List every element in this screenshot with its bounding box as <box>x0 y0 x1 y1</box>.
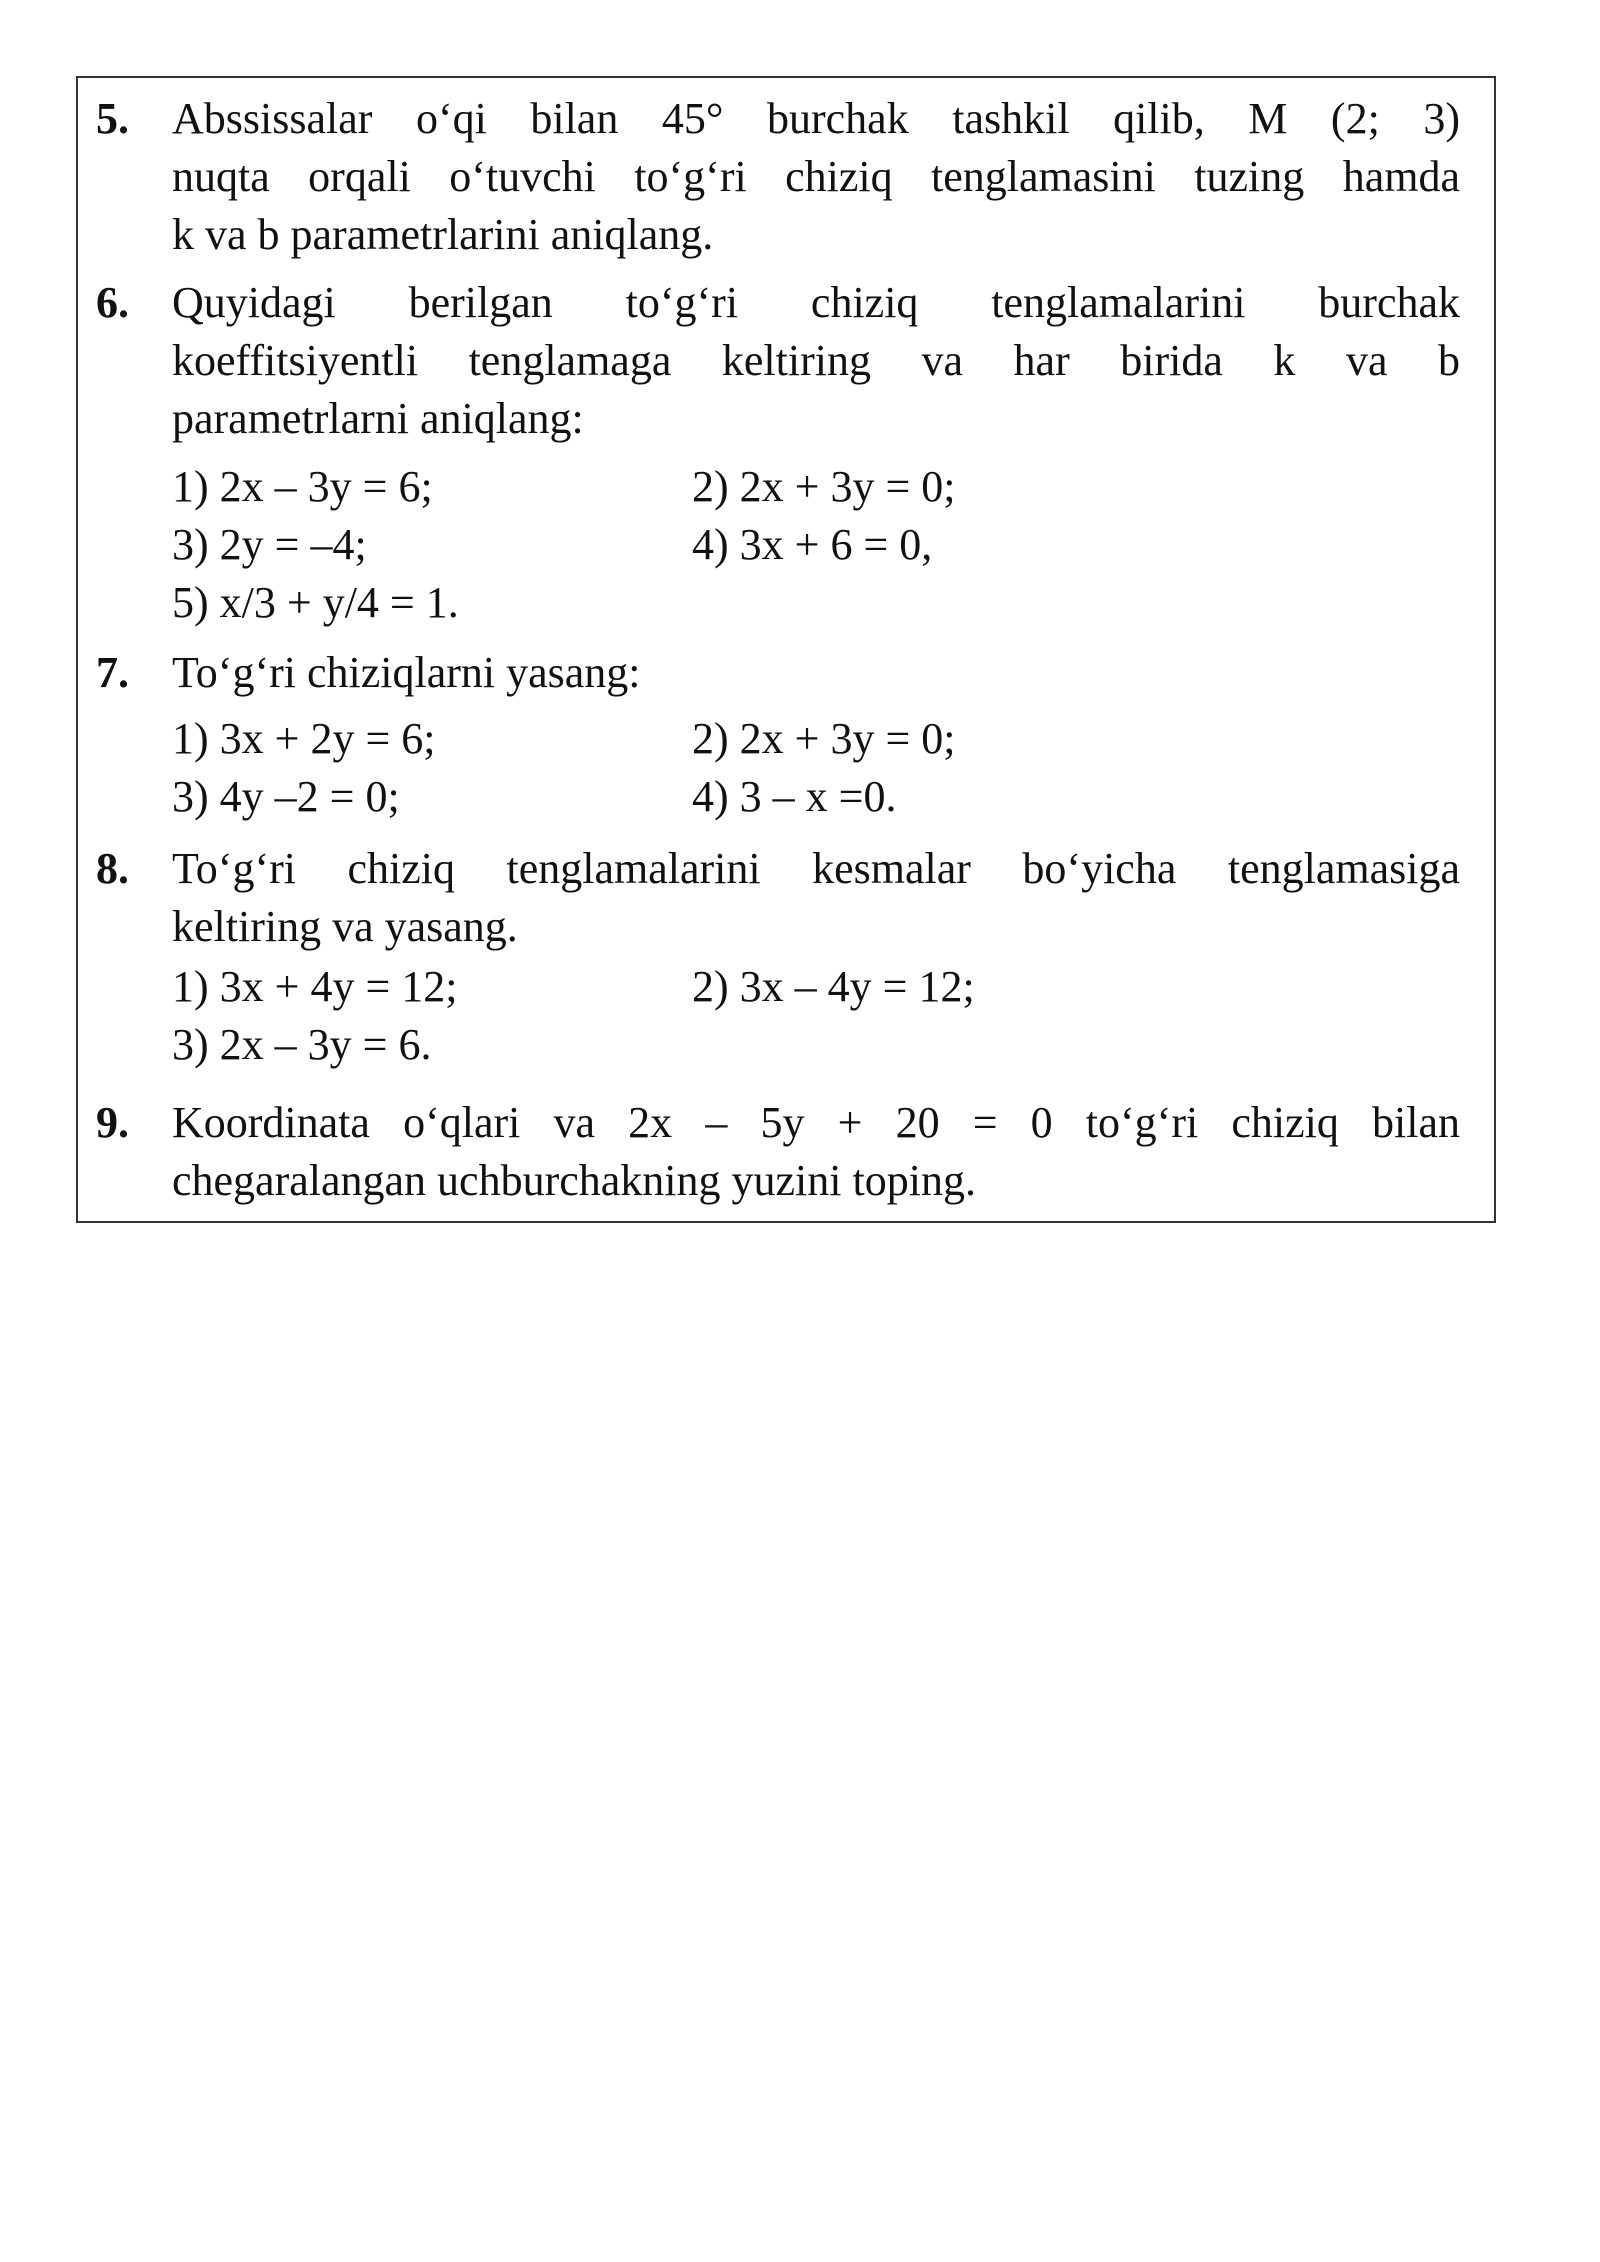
problem-text-line: To‘g‘ri chiziqlarni yasang: <box>172 648 641 697</box>
problem-number: 7. <box>96 648 129 697</box>
equation-item: 1) 3x + 2y = 6; <box>172 714 436 763</box>
equation-item: 4) 3x + 6 = 0, <box>692 520 933 569</box>
equation-item: 3) 2y = –4; <box>172 520 367 569</box>
problem-text-line: parametrlarni aniqlang: <box>172 394 584 443</box>
equation-item: 5) x/3 + y/4 = 1. <box>172 578 459 627</box>
problem-text-line: koeffitsiyentli tenglamaga keltiring va har birida k va b <box>172 336 1460 385</box>
problem-text-line: nuqta orqali o‘tuvchi to‘g‘ri chiziq tenglamasini tuzing hamda <box>172 152 1460 201</box>
problem-text-line: Koordinata o‘qlari va 2x – 5y + 20 = 0 to‘g‘ri chiziq bilan <box>172 1098 1460 1147</box>
problem-number: 6. <box>96 278 129 327</box>
problem-number: 5. <box>96 94 129 143</box>
problem-text-line: keltiring va yasang. <box>172 902 518 951</box>
equation-item: 1) 3x + 4y = 12; <box>172 962 458 1011</box>
equation-item: 3) 2x – 3y = 6. <box>172 1020 432 1069</box>
equation-item: 2) 2x + 3y = 0; <box>692 714 956 763</box>
problem-text-line: Quyidagi berilgan to‘g‘ri chiziq tenglamalarini burchak <box>172 278 1460 327</box>
problem-number: 8. <box>96 844 129 893</box>
problem-text-line: Abssissalar o‘qi bilan 45° burchak tashkil qilib, M (2; 3) <box>172 94 1460 143</box>
problem-text-line: chegaralangan uchburchakning yuzini toping. <box>172 1156 976 1205</box>
equation-item: 3) 4y –2 = 0; <box>172 772 400 821</box>
equation-item: 1) 2x – 3y = 6; <box>172 462 433 511</box>
equation-item: 2) 3x – 4y = 12; <box>692 962 975 1011</box>
equation-item: 4) 3 – x =0. <box>692 772 897 821</box>
equation-item: 2) 2x + 3y = 0; <box>692 462 956 511</box>
problem-text-line: k va b parametrlarini aniqlang. <box>172 210 714 259</box>
problem-number: 9. <box>96 1098 129 1147</box>
problem-box <box>76 76 1496 1223</box>
problem-text-line: To‘g‘ri chiziq tenglamalarini kesmalar bo‘yicha tenglamasiga <box>172 844 1460 893</box>
